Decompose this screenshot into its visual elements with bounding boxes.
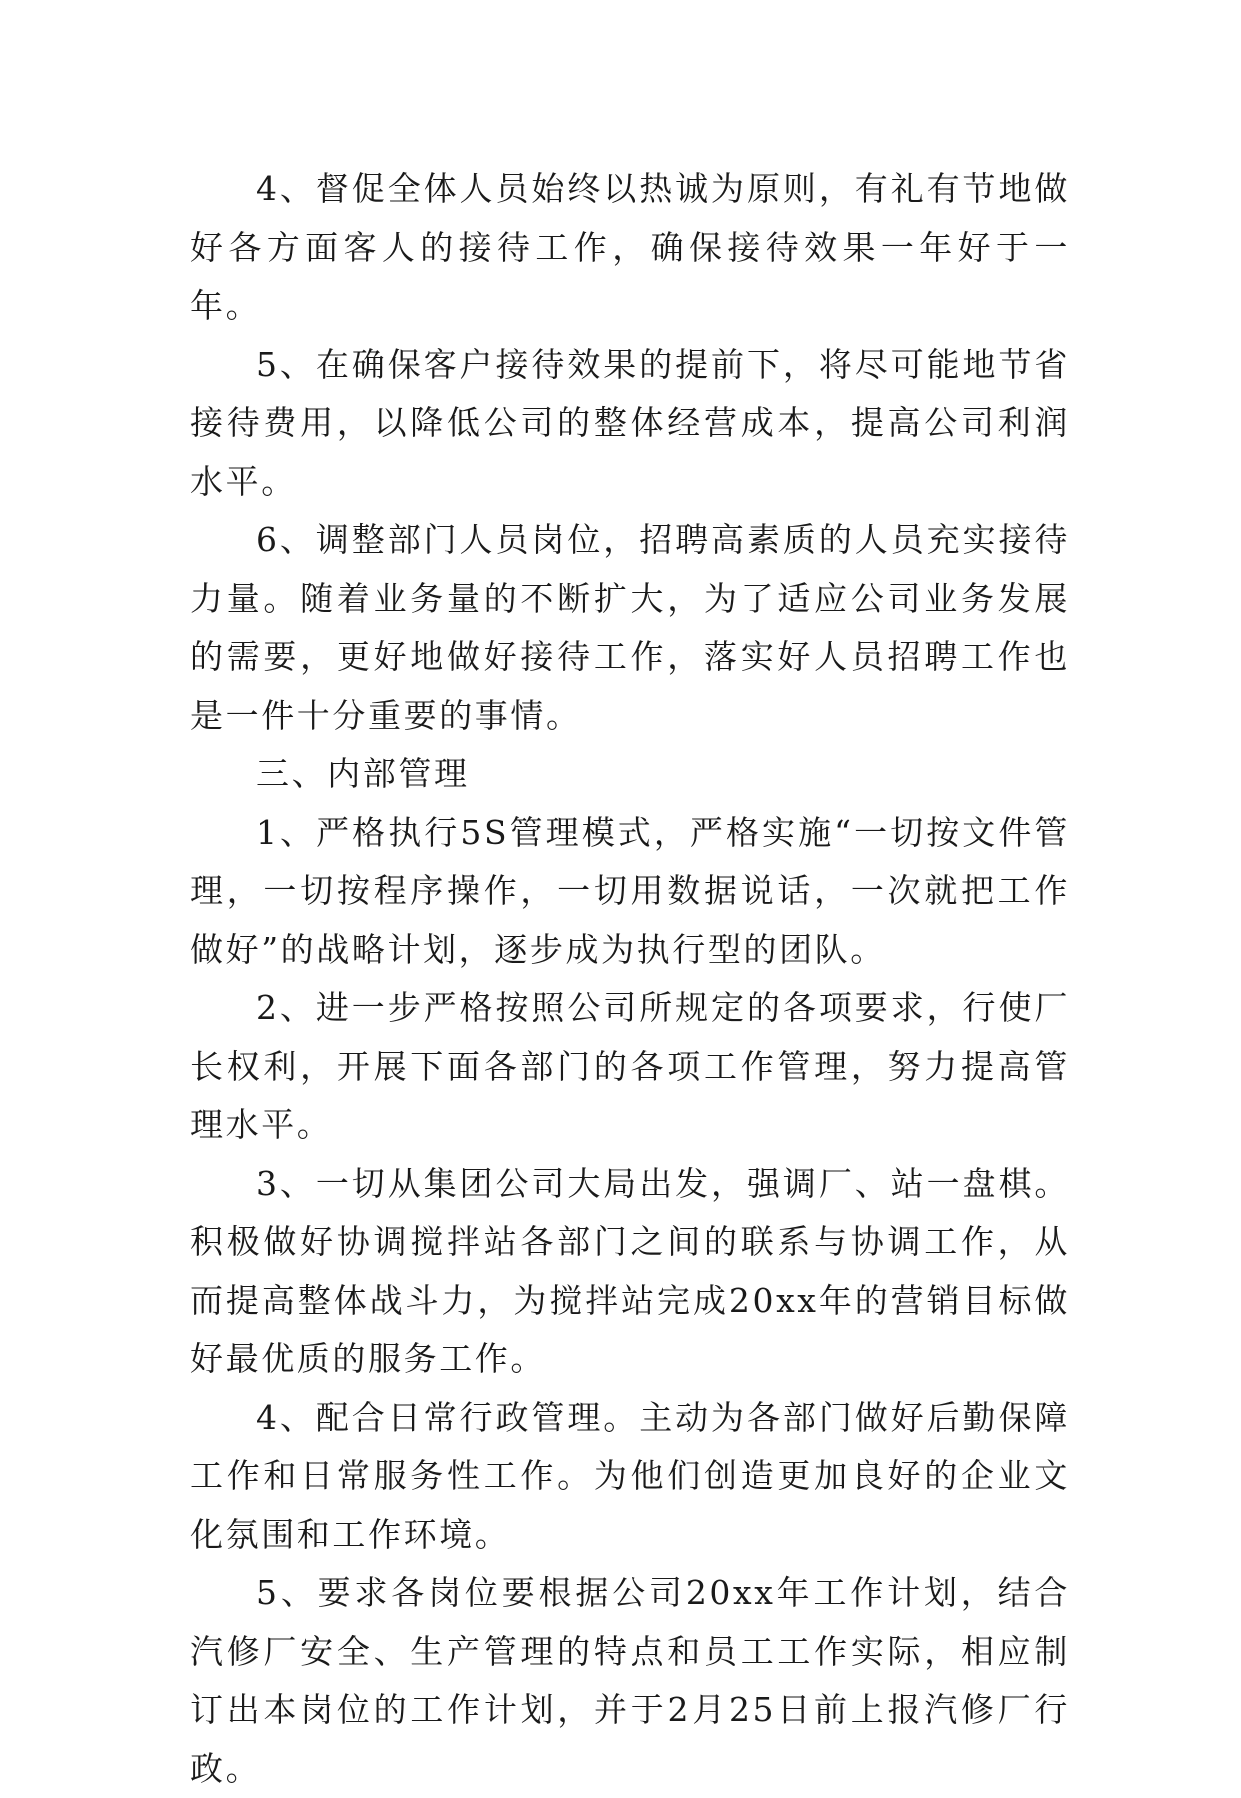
paragraph-item-2-requirements: 2、进一步严格按照公司所规定的各项要求，行使厂长权利，开展下面各部门的各项工作管理，努力提高管理水平。 [190,988,1070,1144]
paragraph-item-4-administration: 4、配合日常行政管理。主动为各部门做好后勤保障工作和日常服务性工作。为他们创造更加良好的企业文化氛围和工作环境。 [190,1397,1070,1554]
paragraph-item-4-reception: 4、督促全体人员始终以热诚为原则，有礼有节地做好各方面客人的接待工作，确保接待效果一年好于一年。 [190,169,1070,325]
paragraph-item-1-5s: 1、严格执行5S管理模式，严格实施“一切按文件管理，一切按程序操作，一切用数据说话，一次就把工作做好”的战略计划，逐步成为执行型的团队。 [190,812,1070,969]
document-body [190,160,1070,1798]
paragraph-item-5-cost: 5、在确保客户接待效果的提前下，将尽可能地节省接待费用，以降低公司的整体经营成本，提高公司利润水平。 [190,344,1070,501]
paragraph-item-6-staffing: 6、调整部门人员岗位，招聘高素质的人员充实接待力量。随着业务量的不断扩大，为了适应公司业务发展的需要，更好地做好接待工作，落实好人员招聘工作也是一件十分重要的事情。 [190,520,1070,735]
paragraph-item-5-work-plan: 5、要求各岗位要根据公司20xx年工作计划，结合汽修厂安全、生产管理的特点和员工工作实际，相应制订出本岗位的工作计划，并于2月25日前上报汽修厂行政。 [190,1573,1070,1788]
section-heading-internal-management: 三、内部管理 [256,754,470,793]
paragraph-item-3-coordination: 3、一切从集团公司大局出发，强调厂、站一盘棋。积极做好协调搅拌站各部门之间的联系与协调工作，从而提高整体战斗力，为搅拌站完成20xx年的营销目标做好最优质的服务工作。 [190,1163,1070,1378]
